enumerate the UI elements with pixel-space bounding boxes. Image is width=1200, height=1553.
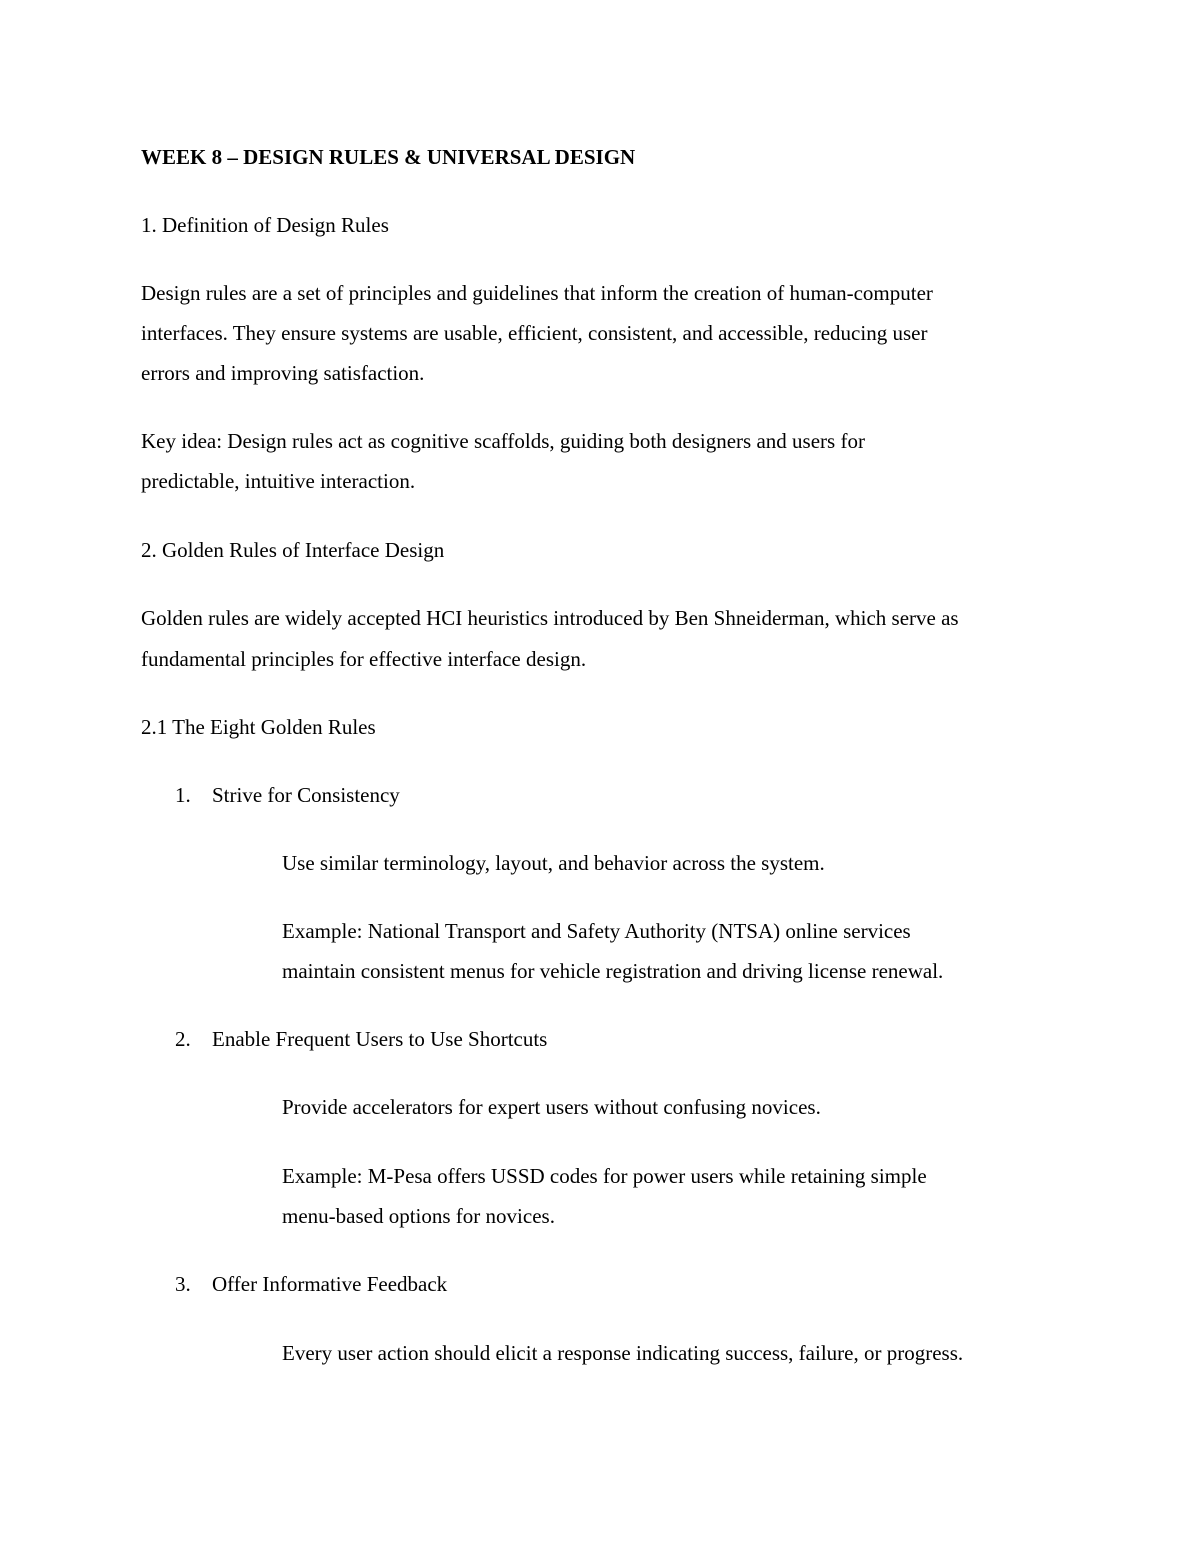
section-1-paragraph-line: Design rules are a set of principles and guidelines that inform the creation of human-computer (141, 281, 933, 305)
rule-title: Strive for Consistency (212, 783, 400, 807)
rule-example-line: Example: M-Pesa offers USSD codes for power users while retaining simple (282, 1164, 927, 1188)
section-2-heading: 2. Golden Rules of Interface Design (141, 538, 445, 562)
rule-example-line: Example: National Transport and Safety Authority (NTSA) online services (282, 919, 911, 943)
key-idea-line: predictable, intuitive interaction. (141, 469, 416, 493)
key-idea-line: Key idea: Design rules act as cognitive scaffolds, guiding both designers and users for (141, 429, 865, 453)
section-2-paragraph-line: Golden rules are widely accepted HCI heuristics introduced by Ben Shneiderman, which serve as (141, 606, 959, 630)
rule-title: Enable Frequent Users to Use Shortcuts (212, 1027, 548, 1051)
section-2-1-heading: 2.1 The Eight Golden Rules (141, 715, 376, 739)
page-title: WEEK 8 – DESIGN RULES & UNIVERSAL DESIGN (141, 145, 636, 169)
rule-description: Provide accelerators for expert users without confusing novices. (282, 1095, 821, 1119)
rule-example-line: menu-based options for novices. (282, 1204, 555, 1228)
rule-number: 2. (175, 1027, 191, 1051)
section-1-paragraph-line: interfaces. They ensure systems are usable, efficient, consistent, and accessible, reducing user (141, 321, 928, 345)
rule-number: 3. (175, 1272, 191, 1296)
section-1-paragraph-line: errors and improving satisfaction. (141, 361, 425, 385)
section-2-paragraph-line: fundamental principles for effective interface design. (141, 647, 587, 671)
rule-description: Use similar terminology, layout, and behavior across the system. (282, 851, 825, 875)
rule-example-line: maintain consistent menus for vehicle registration and driving license renewal. (282, 959, 944, 983)
rule-number: 1. (175, 783, 191, 807)
rule-title: Offer Informative Feedback (212, 1272, 448, 1296)
rule-description: Every user action should elicit a response indicating success, failure, or progress. (282, 1341, 964, 1365)
section-1-heading: 1. Definition of Design Rules (141, 213, 389, 237)
